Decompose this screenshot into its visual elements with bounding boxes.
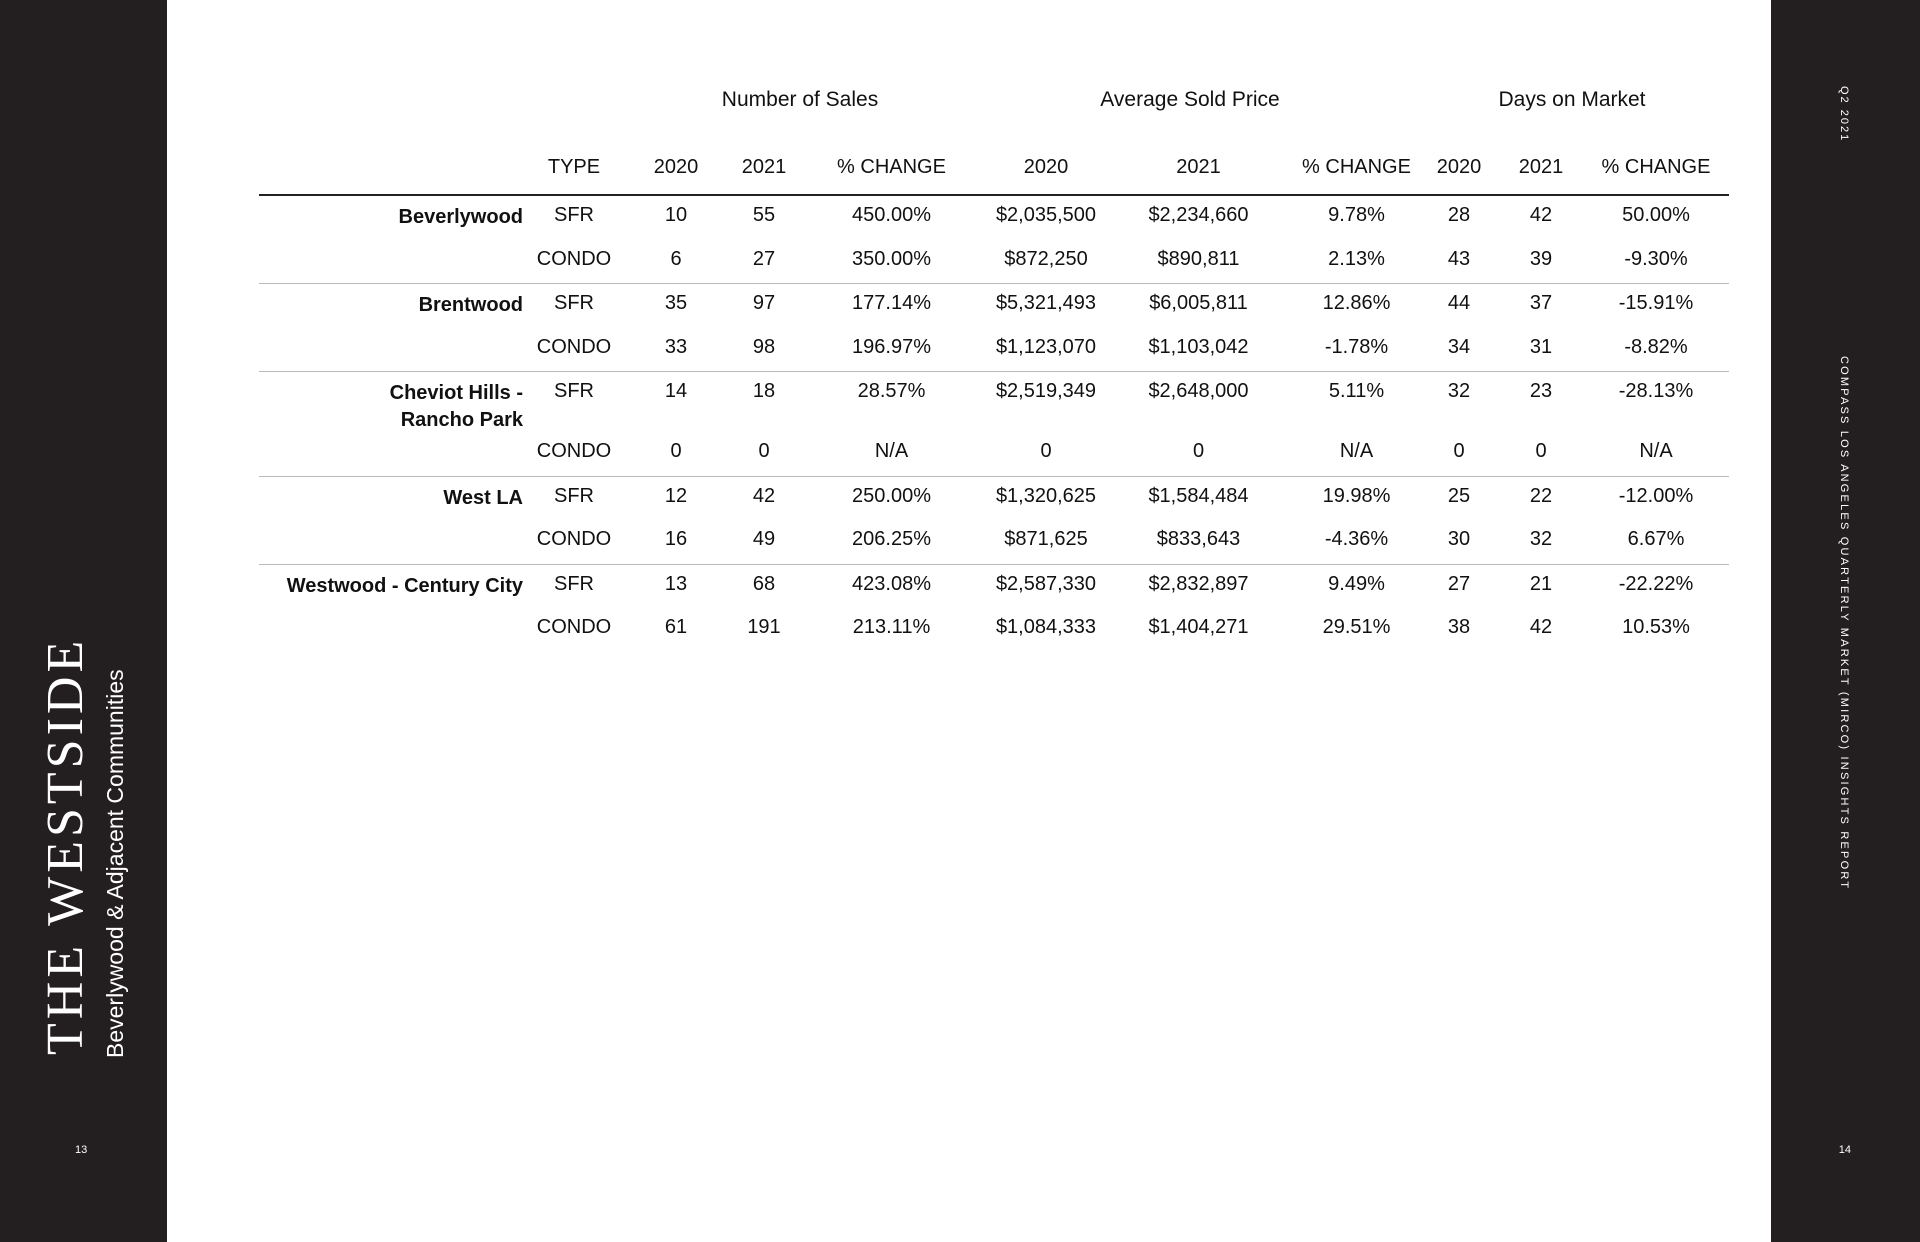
cell-s2021: 49 — [752, 528, 776, 550]
cell-dchange: 6.67% — [1627, 528, 1685, 550]
cell-s2021: 42 — [752, 484, 776, 507]
area-name — [259, 485, 523, 512]
cell-p2021: $2,648,000 — [1148, 380, 1249, 402]
cell-schange: 450.00% — [852, 204, 931, 226]
cell-pchange: N/A — [1339, 440, 1374, 462]
cell-d2020: 43 — [1447, 247, 1471, 270]
cell-d2020: 25 — [1447, 484, 1471, 507]
cell-s2020: 33 — [664, 335, 688, 358]
cell-s2021: 0 — [758, 440, 770, 462]
cell-p2021: $6,005,811 — [1149, 292, 1248, 314]
cell-pchange: 29.51% — [1322, 616, 1391, 638]
cell-pchange: -4.36% — [1324, 528, 1389, 550]
area-name — [259, 204, 523, 231]
cell-type: CONDO — [536, 335, 612, 358]
cell-pchange: 2.13% — [1328, 247, 1385, 270]
cell-type: SFR — [554, 292, 594, 314]
area-name-line: Cheviot Hills - — [389, 382, 523, 404]
table-row — [259, 283, 1729, 328]
cell-d2020: 27 — [1447, 572, 1471, 595]
cell-s2021: 191 — [747, 616, 781, 638]
cell-p2021: $1,103,042 — [1148, 335, 1249, 358]
cell-type: CONDO — [536, 616, 612, 638]
cell-pchange: 12.86% — [1322, 292, 1391, 314]
cell-dchange: -9.30% — [1624, 247, 1688, 270]
group-header-price: Average Sold Price — [1100, 88, 1280, 111]
area-name — [259, 292, 523, 319]
cell-p2021: 0 — [1192, 440, 1205, 462]
table-row — [259, 328, 1729, 372]
col-header-price-2020: 2020 — [1023, 156, 1069, 178]
cell-type: CONDO — [536, 528, 612, 550]
cell-p2020: $2,587,330 — [995, 572, 1097, 595]
cell-schange: 206.25% — [852, 528, 931, 550]
cell-p2020: $872,250 — [1004, 247, 1088, 270]
table-row — [259, 608, 1729, 652]
area-name-line: Beverlywood — [398, 206, 523, 228]
cell-type: CONDO — [536, 440, 612, 462]
page-number-right: 14 — [1838, 1144, 1851, 1156]
report-title: COMPASS LOS ANGELES QUARTERLY MARKET (MIRCO) INSIGHTS REPORT — [1838, 356, 1850, 891]
area-name-line: Brentwood — [418, 294, 523, 316]
table-row — [259, 520, 1729, 564]
col-header-dom-2021: 2021 — [1518, 156, 1564, 178]
cell-dchange: -15.91% — [1618, 292, 1694, 314]
cell-p2021: $2,234,660 — [1148, 204, 1249, 226]
cell-p2020: $5,321,493 — [995, 292, 1097, 314]
cell-d2021: 37 — [1529, 292, 1553, 314]
cell-p2020: $2,519,349 — [995, 380, 1097, 402]
cell-p2020: $1,123,070 — [995, 335, 1097, 358]
cell-schange: 423.08% — [852, 572, 931, 595]
cell-s2020: 35 — [664, 292, 688, 314]
table-row — [259, 564, 1729, 609]
area-name-line: Westwood - Century City — [286, 574, 523, 597]
cell-p2020: 0 — [1040, 440, 1052, 462]
cell-pchange: 9.49% — [1328, 572, 1385, 595]
cell-d2020: 30 — [1447, 528, 1471, 550]
group-header-dom: Days on Market — [1498, 88, 1646, 111]
cell-s2021: 97 — [752, 292, 776, 314]
col-header-sales-change: % CHANGE — [837, 156, 946, 178]
cell-s2020: 16 — [664, 528, 688, 550]
cell-d2021: 23 — [1529, 380, 1553, 402]
cell-dchange: N/A — [1639, 440, 1673, 462]
col-header-type: TYPE — [547, 156, 601, 178]
table-row — [259, 432, 1729, 476]
page-number-left: 13 — [75, 1144, 88, 1156]
cell-p2020: $1,320,625 — [995, 484, 1097, 507]
cell-dchange: -28.13% — [1618, 380, 1694, 402]
cell-d2021: 42 — [1529, 616, 1553, 638]
section-title: THE WESTSIDE — [37, 636, 94, 1055]
cell-d2021: 32 — [1529, 528, 1553, 550]
col-header-dom-change: % CHANGE — [1601, 156, 1711, 178]
cell-schange: 177.14% — [852, 292, 931, 314]
cell-s2020: 10 — [664, 204, 688, 226]
cell-pchange: 9.78% — [1328, 204, 1385, 226]
col-header-sales-2021: 2021 — [741, 156, 787, 178]
cell-s2021: 68 — [752, 572, 776, 595]
cell-dchange: 50.00% — [1622, 204, 1690, 226]
table-row — [259, 240, 1729, 284]
area-name — [259, 573, 523, 600]
cell-s2020: 6 — [670, 247, 682, 270]
cell-type: SFR — [554, 572, 594, 595]
col-header-sales-2020: 2020 — [653, 156, 699, 178]
area-name-line: Rancho Park — [400, 409, 523, 431]
cell-schange: 196.97% — [852, 335, 931, 358]
cell-d2021: 39 — [1529, 247, 1553, 270]
cell-d2020: 0 — [1453, 440, 1465, 462]
left-sidebar — [0, 0, 167, 1242]
cell-s2021: 18 — [752, 380, 776, 402]
cell-p2021: $890,811 — [1157, 247, 1240, 270]
cell-s2020: 13 — [664, 572, 688, 595]
cell-p2020: $1,084,333 — [995, 616, 1097, 638]
cell-d2020: 32 — [1447, 380, 1471, 402]
cell-d2021: 42 — [1529, 204, 1553, 226]
cell-type: SFR — [554, 204, 594, 226]
cell-s2021: 98 — [752, 335, 776, 358]
cell-p2021: $2,832,897 — [1148, 572, 1249, 595]
cell-d2021: 21 — [1529, 572, 1553, 595]
area-name — [259, 380, 523, 434]
cell-schange: N/A — [874, 440, 909, 462]
market-table — [259, 150, 1729, 652]
group-header-sales: Number of Sales — [721, 88, 879, 111]
cell-d2021: 0 — [1535, 440, 1547, 462]
cell-s2020: 14 — [664, 380, 688, 402]
cell-p2020: $2,035,500 — [995, 204, 1097, 226]
area-name-line: West LA — [443, 486, 523, 509]
cell-type: CONDO — [536, 247, 612, 270]
table-row — [259, 476, 1729, 521]
table-body — [259, 196, 1729, 652]
col-header-price-2021: 2021 — [1176, 156, 1221, 178]
cell-schange: 350.00% — [852, 247, 931, 270]
cell-s2020: 12 — [664, 484, 688, 507]
cell-d2020: 28 — [1447, 204, 1471, 226]
cell-type: SFR — [554, 380, 594, 402]
cell-pchange: 19.98% — [1322, 484, 1391, 507]
cell-p2021: $1,584,484 — [1148, 484, 1249, 507]
cell-d2020: 34 — [1447, 335, 1471, 358]
table-header-row — [259, 150, 1729, 196]
cell-s2020: 61 — [664, 616, 688, 638]
cell-p2020: $871,625 — [1004, 528, 1088, 550]
cell-dchange: -22.22% — [1618, 572, 1694, 595]
cell-schange: 213.11% — [852, 616, 931, 638]
cell-d2021: 31 — [1529, 335, 1553, 358]
section-subtitle: Beverlywood & Adjacent Communities — [102, 669, 128, 1058]
cell-schange: 250.00% — [852, 484, 931, 507]
cell-dchange: 10.53% — [1622, 616, 1690, 638]
cell-dchange: -8.82% — [1624, 335, 1688, 358]
cell-d2020: 44 — [1447, 292, 1471, 314]
cell-p2021: $1,404,271 — [1148, 616, 1249, 638]
cell-s2021: 55 — [752, 204, 776, 226]
cell-d2021: 22 — [1529, 484, 1553, 507]
cell-p2021: $833,643 — [1156, 528, 1241, 550]
cell-s2021: 27 — [752, 247, 776, 270]
table-row — [259, 371, 1729, 432]
cell-s2020: 0 — [670, 440, 682, 462]
cell-pchange: -1.78% — [1324, 335, 1389, 358]
col-header-dom-2020: 2020 — [1436, 156, 1482, 178]
table-row — [259, 196, 1729, 240]
cell-type: SFR — [554, 484, 594, 507]
cell-schange: 28.57% — [857, 380, 926, 402]
cell-dchange: -12.00% — [1618, 484, 1694, 507]
col-header-price-change: % CHANGE — [1302, 156, 1411, 178]
report-period: Q2 2021 — [1838, 86, 1850, 143]
cell-d2020: 38 — [1447, 616, 1471, 638]
cell-pchange: 5.11% — [1328, 380, 1385, 402]
